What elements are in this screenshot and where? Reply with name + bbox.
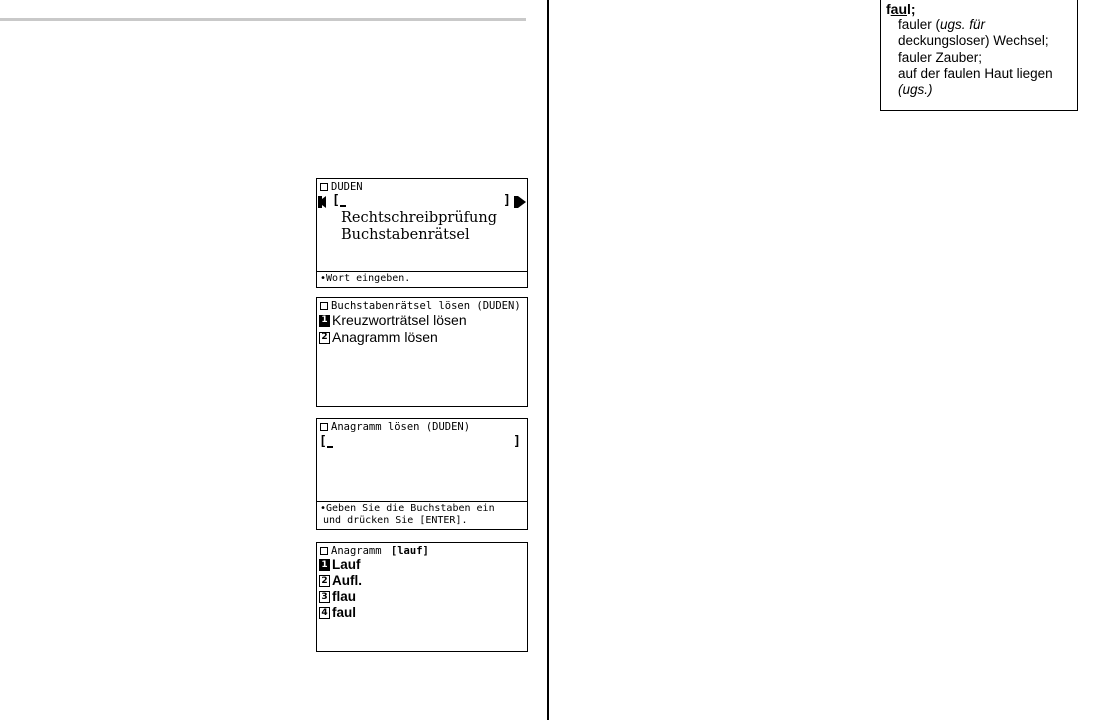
duden-main-screen	[316, 178, 528, 288]
result-word: faul	[332, 605, 357, 621]
headword-part: f	[886, 1, 891, 17]
word-input[interactable]	[317, 194, 527, 210]
entry-italic: ugs. für	[940, 17, 986, 33]
text-cursor	[340, 205, 346, 207]
option-kreuzwortraetsel[interactable]	[317, 312, 527, 329]
status-bar: •Wort eingeben.	[317, 271, 527, 287]
option-label: Anagramm lösen	[332, 329, 438, 346]
entry-line	[886, 17, 1073, 33]
menu-item-rechtschreibpruefung[interactable]: Rechtschreibprüfung	[341, 210, 497, 227]
menu-item-buchstabenraetsel[interactable]: Buchstabenrätsel	[341, 227, 470, 244]
bracket-open: [	[319, 434, 327, 450]
anagramm-input-screen	[316, 418, 528, 530]
entry-line: fauler Zauber;	[898, 49, 983, 65]
status-bar	[317, 501, 527, 529]
screen-header	[317, 179, 527, 193]
entry-line: auf der faulen Haut liegen	[898, 65, 1053, 81]
option-anagramm[interactable]	[317, 329, 527, 346]
bracket-close: ]	[513, 434, 521, 450]
result-item[interactable]	[317, 557, 527, 573]
arrow-left-icon[interactable]	[318, 196, 326, 208]
screen-header	[317, 298, 527, 312]
result-number: 1	[319, 559, 330, 571]
anagramm-results-screen	[316, 542, 528, 652]
top-rule	[0, 18, 526, 21]
result-word: flau	[332, 589, 357, 605]
headword-stress: au	[890, 1, 908, 17]
entry-italic: (ugs.)	[898, 82, 933, 98]
result-number: 2	[319, 575, 330, 587]
entry-line	[886, 82, 1073, 98]
book-icon	[320, 183, 328, 191]
result-item[interactable]	[317, 605, 527, 621]
headword	[886, 1, 1073, 17]
option-number: 1	[319, 315, 330, 327]
result-number: 4	[319, 607, 330, 619]
result-word: Aufl.	[332, 573, 362, 589]
screen-title: Anagramm lösen (DUDEN)	[331, 421, 471, 433]
entry-line: deckungsloser) Wechsel;	[898, 33, 1049, 49]
book-icon	[320, 302, 328, 310]
status-line-1: •Geben Sie die Buchstaben ein	[320, 503, 495, 514]
buchstabenraetsel-screen	[316, 297, 528, 407]
status-line-2: und drücken Sie [ENTER].	[323, 515, 468, 526]
book-icon	[320, 547, 328, 555]
search-query: [lauf]	[390, 545, 429, 557]
screen-header	[317, 543, 527, 557]
screen-title-prefix: Anagramm	[331, 545, 388, 557]
headword-part: l;	[907, 1, 916, 17]
text-cursor	[327, 446, 333, 448]
screen-title: DUDEN	[331, 181, 363, 193]
option-number: 2	[319, 332, 330, 344]
screen-title: Buchstabenrätsel lösen (DUDEN)	[331, 300, 521, 312]
bracket-open: [	[332, 193, 340, 209]
option-label: Kreuzworträtsel lösen	[332, 312, 467, 329]
result-item[interactable]	[317, 573, 527, 589]
dictionary-entry	[880, 0, 1078, 111]
letters-input[interactable]	[317, 435, 527, 451]
result-number: 3	[319, 591, 330, 603]
bracket-close: ]	[503, 193, 511, 209]
arrow-right-icon[interactable]	[518, 196, 526, 208]
result-item[interactable]	[317, 589, 527, 605]
screen-header	[317, 419, 527, 433]
book-icon	[320, 423, 328, 431]
entry-text: fauler (	[898, 17, 941, 33]
column-divider	[547, 0, 549, 720]
result-word: Lauf	[332, 557, 361, 573]
